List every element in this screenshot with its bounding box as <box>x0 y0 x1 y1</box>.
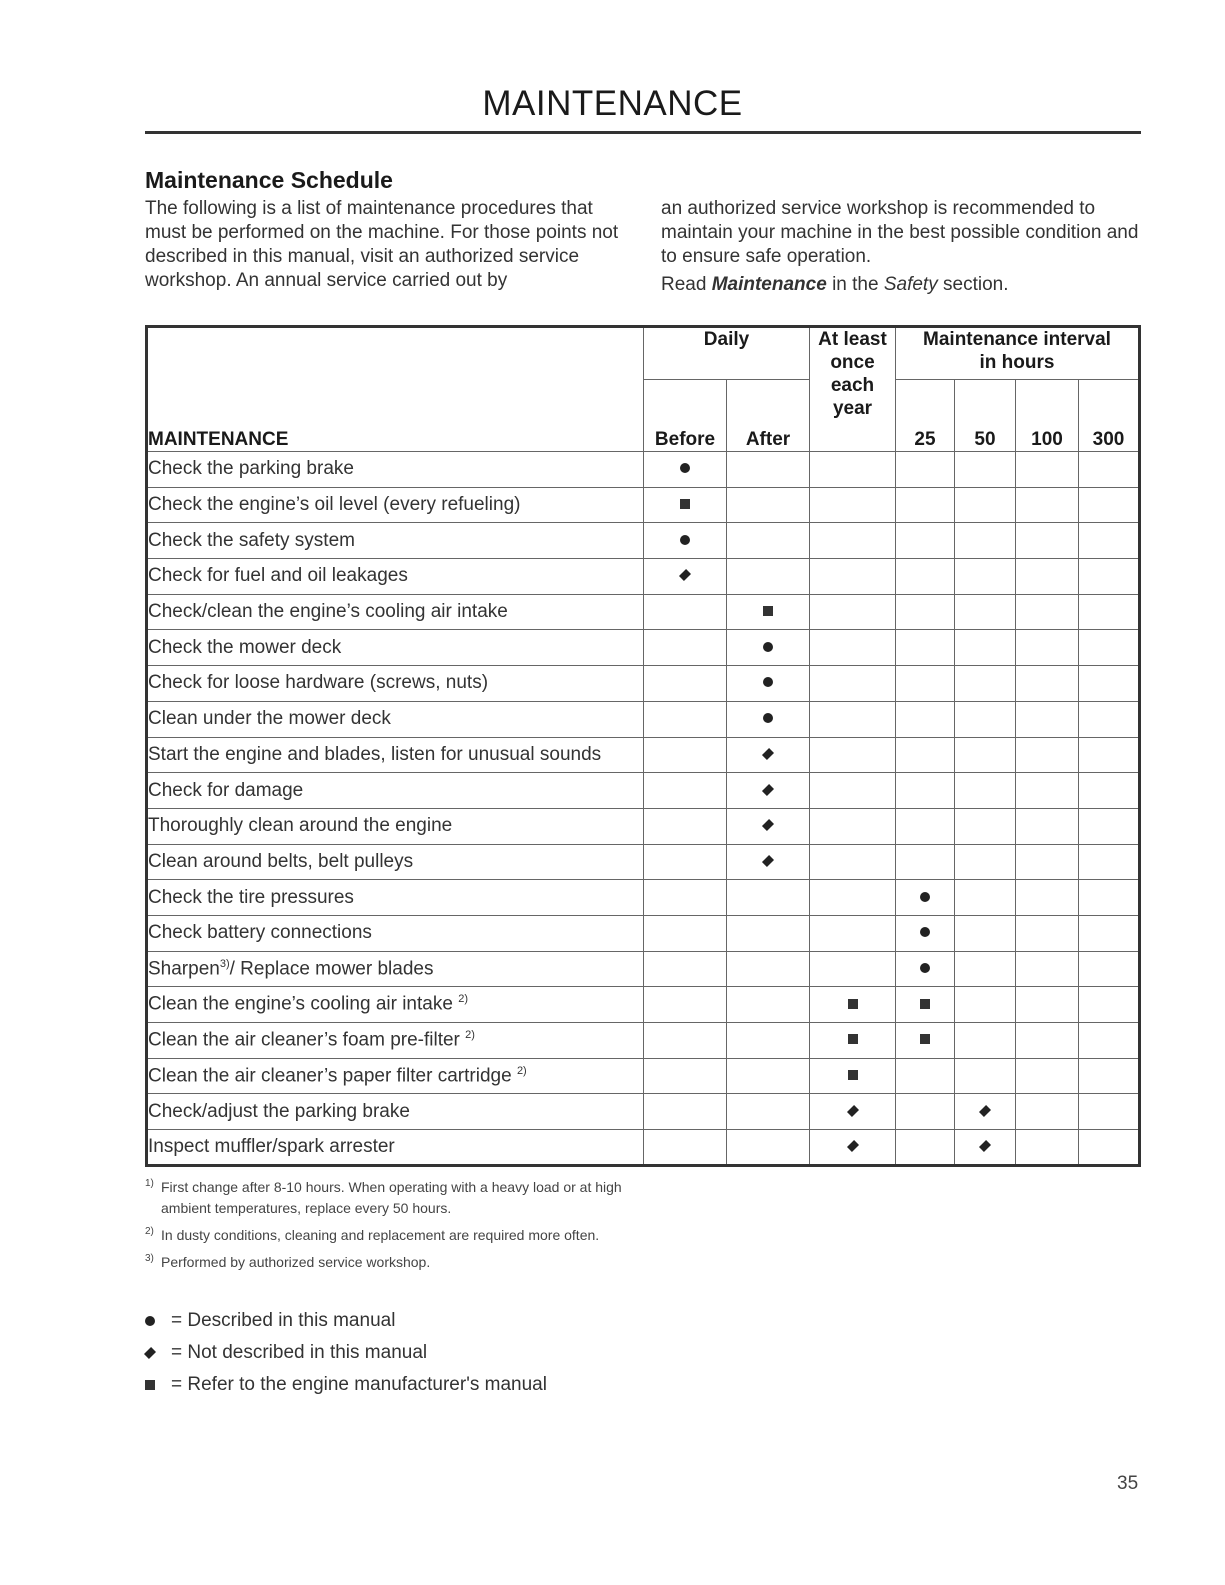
interval-cell <box>810 487 896 523</box>
task-label: Clean the air cleaner’s paper filter cartridge <box>148 1065 517 1087</box>
footnote-text: First change after 8-10 hours. When operating with a heavy load or at high ambient temperatures, replace every 50 hours. <box>161 1179 622 1216</box>
interval-cell <box>1079 844 1140 880</box>
square-icon <box>680 499 690 509</box>
header-daily: Daily <box>644 327 810 380</box>
interval-cell <box>896 523 955 559</box>
interval-cell <box>810 987 896 1023</box>
task-cell <box>147 666 644 702</box>
interval-cell <box>727 701 810 737</box>
interval-cell <box>896 1058 955 1094</box>
task-cell <box>147 880 644 916</box>
interval-cell <box>1016 951 1079 987</box>
header-25-hours: 25 <box>896 380 955 452</box>
interval-cell <box>896 559 955 595</box>
interval-cell <box>955 1058 1016 1094</box>
dot-icon <box>920 963 930 973</box>
square-icon <box>848 1070 858 1080</box>
interval-cell <box>644 594 727 630</box>
intro-paragraph-right: an authorized service workshop is recommended to maintain your machine in the best possible condition and to ensure safe operation. <box>661 198 1139 267</box>
interval-cell <box>896 1094 955 1130</box>
interval-cell <box>955 773 1016 809</box>
header-50-hours: 50 <box>955 380 1016 452</box>
interval-cell <box>810 452 896 488</box>
interval-cell <box>1016 915 1079 951</box>
interval-cell <box>1079 594 1140 630</box>
interval-cell <box>896 1023 955 1059</box>
interval-cell <box>1079 452 1140 488</box>
interval-cell <box>727 915 810 951</box>
interval-cell <box>810 773 896 809</box>
interval-cell <box>896 452 955 488</box>
interval-cell <box>644 701 727 737</box>
dot-icon <box>680 535 690 545</box>
dot-icon <box>680 463 690 473</box>
interval-cell <box>810 1094 896 1130</box>
interval-cell <box>896 808 955 844</box>
interval-cell <box>1079 1058 1140 1094</box>
interval-cell <box>1016 808 1079 844</box>
table-row <box>147 630 1140 666</box>
interval-cell <box>727 666 810 702</box>
interval-cell <box>955 880 1016 916</box>
task-cell <box>147 594 644 630</box>
interval-cell <box>810 1023 896 1059</box>
interval-cell <box>727 559 810 595</box>
task-cell <box>147 1058 644 1094</box>
read-italic-ref: Safety <box>883 274 938 295</box>
task-label: Check for fuel and oil leakages <box>148 565 408 587</box>
interval-cell <box>955 951 1016 987</box>
interval-cell <box>727 1023 810 1059</box>
read-reference <box>661 273 1141 297</box>
task-cell <box>147 951 644 987</box>
legend-text: = Described in this manual <box>171 1310 396 1331</box>
read-suffix: section. <box>937 274 1009 295</box>
task-label: Clean around belts, belt pulleys <box>148 850 414 872</box>
interval-cell <box>727 951 810 987</box>
task-cell <box>147 915 644 951</box>
interval-cell <box>1079 559 1140 595</box>
interval-cell <box>644 1094 727 1130</box>
intro-paragraph-left: The following is a list of maintenance procedures that must be performed on the machine. For those points not described in this manual, visit an authorized service workshop. An annual service carried out by <box>145 198 619 291</box>
interval-cell <box>1079 987 1140 1023</box>
table-row <box>147 523 1140 559</box>
interval-cell <box>896 915 955 951</box>
interval-cell <box>644 1130 727 1166</box>
task-cell <box>147 559 644 595</box>
interval-cell <box>727 452 810 488</box>
footnote-ref: 3) <box>219 957 230 970</box>
interval-cell <box>644 666 727 702</box>
interval-cell <box>1079 1130 1140 1166</box>
interval-cell <box>896 880 955 916</box>
diamond-icon <box>846 1140 858 1152</box>
task-label: Clean under the mower deck <box>148 708 391 730</box>
task-cell <box>147 1094 644 1130</box>
schedule-body <box>147 452 1140 1166</box>
interval-cell <box>644 880 727 916</box>
task-cell <box>147 844 644 880</box>
table-row <box>147 559 1140 595</box>
intro-left-column <box>145 197 625 293</box>
interval-cell <box>955 737 1016 773</box>
diamond-icon <box>979 1140 991 1152</box>
task-cell <box>147 737 644 773</box>
interval-cell <box>1016 452 1079 488</box>
interval-cell <box>896 844 955 880</box>
interval-cell <box>810 844 896 880</box>
interval-cell <box>1079 487 1140 523</box>
diamond-icon <box>762 819 774 831</box>
interval-cell <box>1079 951 1140 987</box>
interval-cell <box>810 559 896 595</box>
task-cell <box>147 630 644 666</box>
diamond-icon <box>979 1105 991 1117</box>
header-300-hours: 300 <box>1079 380 1140 452</box>
interval-cell <box>1016 1023 1079 1059</box>
interval-cell <box>896 594 955 630</box>
footnote-text: Performed by authorized service workshop. <box>161 1254 431 1270</box>
dot-icon <box>920 892 930 902</box>
interval-cell <box>810 737 896 773</box>
interval-cell <box>896 630 955 666</box>
task-label: Check for damage <box>148 779 304 801</box>
task-label: Start the engine and blades, listen for unusual sounds <box>148 743 602 765</box>
table-row <box>147 808 1140 844</box>
table-row <box>147 737 1140 773</box>
interval-cell <box>896 666 955 702</box>
footnote <box>145 1252 645 1273</box>
header-before: Before <box>644 380 727 452</box>
interval-cell <box>810 880 896 916</box>
interval-cell <box>727 523 810 559</box>
task-label-continued: / Replace mower blades <box>229 958 434 980</box>
interval-cell <box>810 808 896 844</box>
task-label: Check/adjust the parking brake <box>148 1100 410 1122</box>
square-icon <box>920 1034 930 1044</box>
interval-cell <box>1079 1094 1140 1130</box>
table-row <box>147 452 1140 488</box>
interval-cell <box>955 844 1016 880</box>
interval-cell <box>955 594 1016 630</box>
interval-cell <box>1016 1058 1079 1094</box>
task-cell <box>147 701 644 737</box>
interval-cell <box>1016 737 1079 773</box>
interval-cell <box>644 1058 727 1094</box>
header-after: After <box>727 380 810 452</box>
diamond-icon <box>144 1347 156 1359</box>
legend-item <box>145 1369 547 1401</box>
task-label: Clean the air cleaner’s foam pre-filter <box>148 1029 466 1051</box>
interval-cell <box>955 808 1016 844</box>
interval-cell <box>810 951 896 987</box>
interval-cell <box>1016 487 1079 523</box>
interval-cell <box>1016 523 1079 559</box>
symbol-legend <box>145 1305 547 1401</box>
interval-cell <box>727 844 810 880</box>
interval-cell <box>644 452 727 488</box>
interval-cell <box>810 701 896 737</box>
task-cell <box>147 1023 644 1059</box>
footnote <box>145 1225 645 1246</box>
table-row <box>147 594 1140 630</box>
legend-item <box>145 1305 547 1337</box>
diamond-icon <box>762 784 774 796</box>
interval-cell <box>955 1094 1016 1130</box>
interval-cell <box>1016 559 1079 595</box>
table-row <box>147 987 1140 1023</box>
dot-icon <box>145 1316 155 1326</box>
interval-cell <box>1079 773 1140 809</box>
legend-text: = Refer to the engine manufacturer's manual <box>171 1374 547 1395</box>
interval-cell <box>896 773 955 809</box>
interval-cell <box>644 951 727 987</box>
interval-cell <box>896 951 955 987</box>
interval-cell <box>1079 701 1140 737</box>
interval-cell <box>896 701 955 737</box>
interval-cell <box>644 487 727 523</box>
interval-cell <box>810 594 896 630</box>
footnote-mark: 3) <box>145 1253 154 1264</box>
interval-cell <box>1079 1023 1140 1059</box>
interval-cell <box>727 630 810 666</box>
interval-cell <box>955 701 1016 737</box>
interval-cell <box>1016 987 1079 1023</box>
interval-cell <box>896 487 955 523</box>
interval-cell <box>1079 880 1140 916</box>
interval-cell <box>955 915 1016 951</box>
task-label: Check the mower deck <box>148 636 342 658</box>
interval-cell <box>1016 1094 1079 1130</box>
interval-cell <box>955 523 1016 559</box>
read-bold-ref: Maintenance <box>711 274 827 295</box>
task-cell <box>147 487 644 523</box>
square-icon <box>145 1380 155 1390</box>
footnote-ref: 2) <box>458 993 468 1006</box>
interval-cell <box>1016 880 1079 916</box>
interval-cell <box>955 666 1016 702</box>
interval-cell <box>1079 808 1140 844</box>
task-label: Check the safety system <box>148 529 355 551</box>
task-label: Check/clean the engine’s cooling air intake <box>148 601 508 623</box>
interval-cell <box>955 487 1016 523</box>
task-label: Clean the engine’s cooling air intake <box>148 993 459 1015</box>
interval-cell <box>644 987 727 1023</box>
diamond-icon <box>762 748 774 760</box>
table-row <box>147 915 1140 951</box>
square-icon <box>848 1034 858 1044</box>
table-row <box>147 844 1140 880</box>
task-label: Sharpen <box>148 958 220 980</box>
read-middle: in the <box>826 274 884 295</box>
footnote-text: In dusty conditions, cleaning and replacement are required more often. <box>161 1227 600 1243</box>
interval-cell <box>955 559 1016 595</box>
task-label: Check the engine’s oil level (every refueling) <box>148 494 521 516</box>
interval-cell <box>1016 630 1079 666</box>
interval-cell <box>644 915 727 951</box>
interval-cell <box>1079 737 1140 773</box>
intro-right-column <box>661 197 1141 297</box>
table-row <box>147 1094 1140 1130</box>
interval-cell <box>955 1023 1016 1059</box>
header-maintenance: MAINTENANCE <box>147 327 644 452</box>
interval-cell <box>1016 666 1079 702</box>
interval-cell <box>896 1130 955 1166</box>
footnote-ref: 2) <box>516 1064 527 1077</box>
section-heading: Maintenance Schedule <box>145 167 393 193</box>
footnotes <box>145 1177 645 1279</box>
interval-cell <box>727 1130 810 1166</box>
diamond-icon <box>846 1105 858 1117</box>
interval-cell <box>1079 523 1140 559</box>
title-rule <box>145 131 1141 134</box>
table-row <box>147 773 1140 809</box>
interval-cell <box>810 666 896 702</box>
task-label: Check the parking brake <box>148 458 354 480</box>
interval-cell <box>1016 701 1079 737</box>
interval-cell <box>1016 594 1079 630</box>
table-row <box>147 951 1140 987</box>
dot-icon <box>763 713 773 723</box>
read-prefix: Read <box>661 274 712 295</box>
footnote-mark: 1) <box>145 1178 154 1189</box>
dot-icon <box>763 642 773 652</box>
interval-cell <box>810 915 896 951</box>
dot-icon <box>920 927 930 937</box>
interval-cell <box>955 452 1016 488</box>
task-cell <box>147 1130 644 1166</box>
interval-cell <box>727 880 810 916</box>
interval-cell <box>810 1130 896 1166</box>
interval-cell <box>896 987 955 1023</box>
page-title: MAINTENANCE <box>482 84 743 123</box>
table-row <box>147 701 1140 737</box>
interval-cell <box>727 987 810 1023</box>
interval-cell <box>644 844 727 880</box>
task-label: Check for loose hardware (screws, nuts) <box>148 672 489 694</box>
footnote-mark: 2) <box>145 1226 154 1237</box>
square-icon <box>920 999 930 1009</box>
interval-cell <box>644 630 727 666</box>
interval-cell <box>1016 1130 1079 1166</box>
diamond-icon <box>679 569 691 581</box>
interval-cell <box>727 1094 810 1130</box>
interval-cell <box>1016 844 1079 880</box>
interval-cell <box>955 1130 1016 1166</box>
legend-item <box>145 1337 547 1369</box>
square-icon <box>763 606 773 616</box>
table-row <box>147 666 1140 702</box>
interval-cell <box>727 594 810 630</box>
interval-cell <box>810 1058 896 1094</box>
table-row <box>147 880 1140 916</box>
header-100-hours: 100 <box>1016 380 1079 452</box>
interval-cell <box>1079 666 1140 702</box>
task-cell <box>147 773 644 809</box>
interval-cell <box>727 808 810 844</box>
task-label: Check battery connections <box>148 922 372 944</box>
header-interval: Maintenance interval in hours <box>896 327 1140 380</box>
footnote-ref: 2) <box>465 1029 475 1042</box>
interval-cell <box>810 630 896 666</box>
table-row <box>147 1023 1140 1059</box>
legend-text: = Not described in this manual <box>171 1342 428 1363</box>
interval-cell <box>644 523 727 559</box>
interval-cell <box>955 987 1016 1023</box>
table-row <box>147 1058 1140 1094</box>
interval-cell <box>810 523 896 559</box>
interval-cell <box>644 737 727 773</box>
square-icon <box>848 999 858 1009</box>
interval-cell <box>727 773 810 809</box>
page-number: 35 <box>1117 1473 1139 1494</box>
diamond-icon <box>762 855 774 867</box>
task-cell <box>147 523 644 559</box>
interval-cell <box>896 737 955 773</box>
interval-cell <box>1079 915 1140 951</box>
task-cell <box>147 987 644 1023</box>
interval-cell <box>727 1058 810 1094</box>
interval-cell <box>1016 773 1079 809</box>
task-label: Inspect muffler/spark arrester <box>148 1135 395 1157</box>
footnote <box>145 1177 645 1219</box>
interval-cell <box>644 773 727 809</box>
dot-icon <box>763 677 773 687</box>
maintenance-schedule-table <box>145 325 1141 1167</box>
task-cell <box>147 452 644 488</box>
interval-cell <box>955 630 1016 666</box>
task-label: Thoroughly clean around the engine <box>148 815 453 837</box>
task-cell <box>147 808 644 844</box>
interval-cell <box>644 1023 727 1059</box>
task-label: Check the tire pressures <box>148 886 354 908</box>
interval-cell <box>644 808 727 844</box>
interval-cell <box>644 559 727 595</box>
header-annual: At least once each year <box>810 327 896 452</box>
interval-cell <box>727 737 810 773</box>
interval-cell <box>727 487 810 523</box>
table-row <box>147 1130 1140 1166</box>
interval-cell <box>1079 630 1140 666</box>
table-row <box>147 487 1140 523</box>
